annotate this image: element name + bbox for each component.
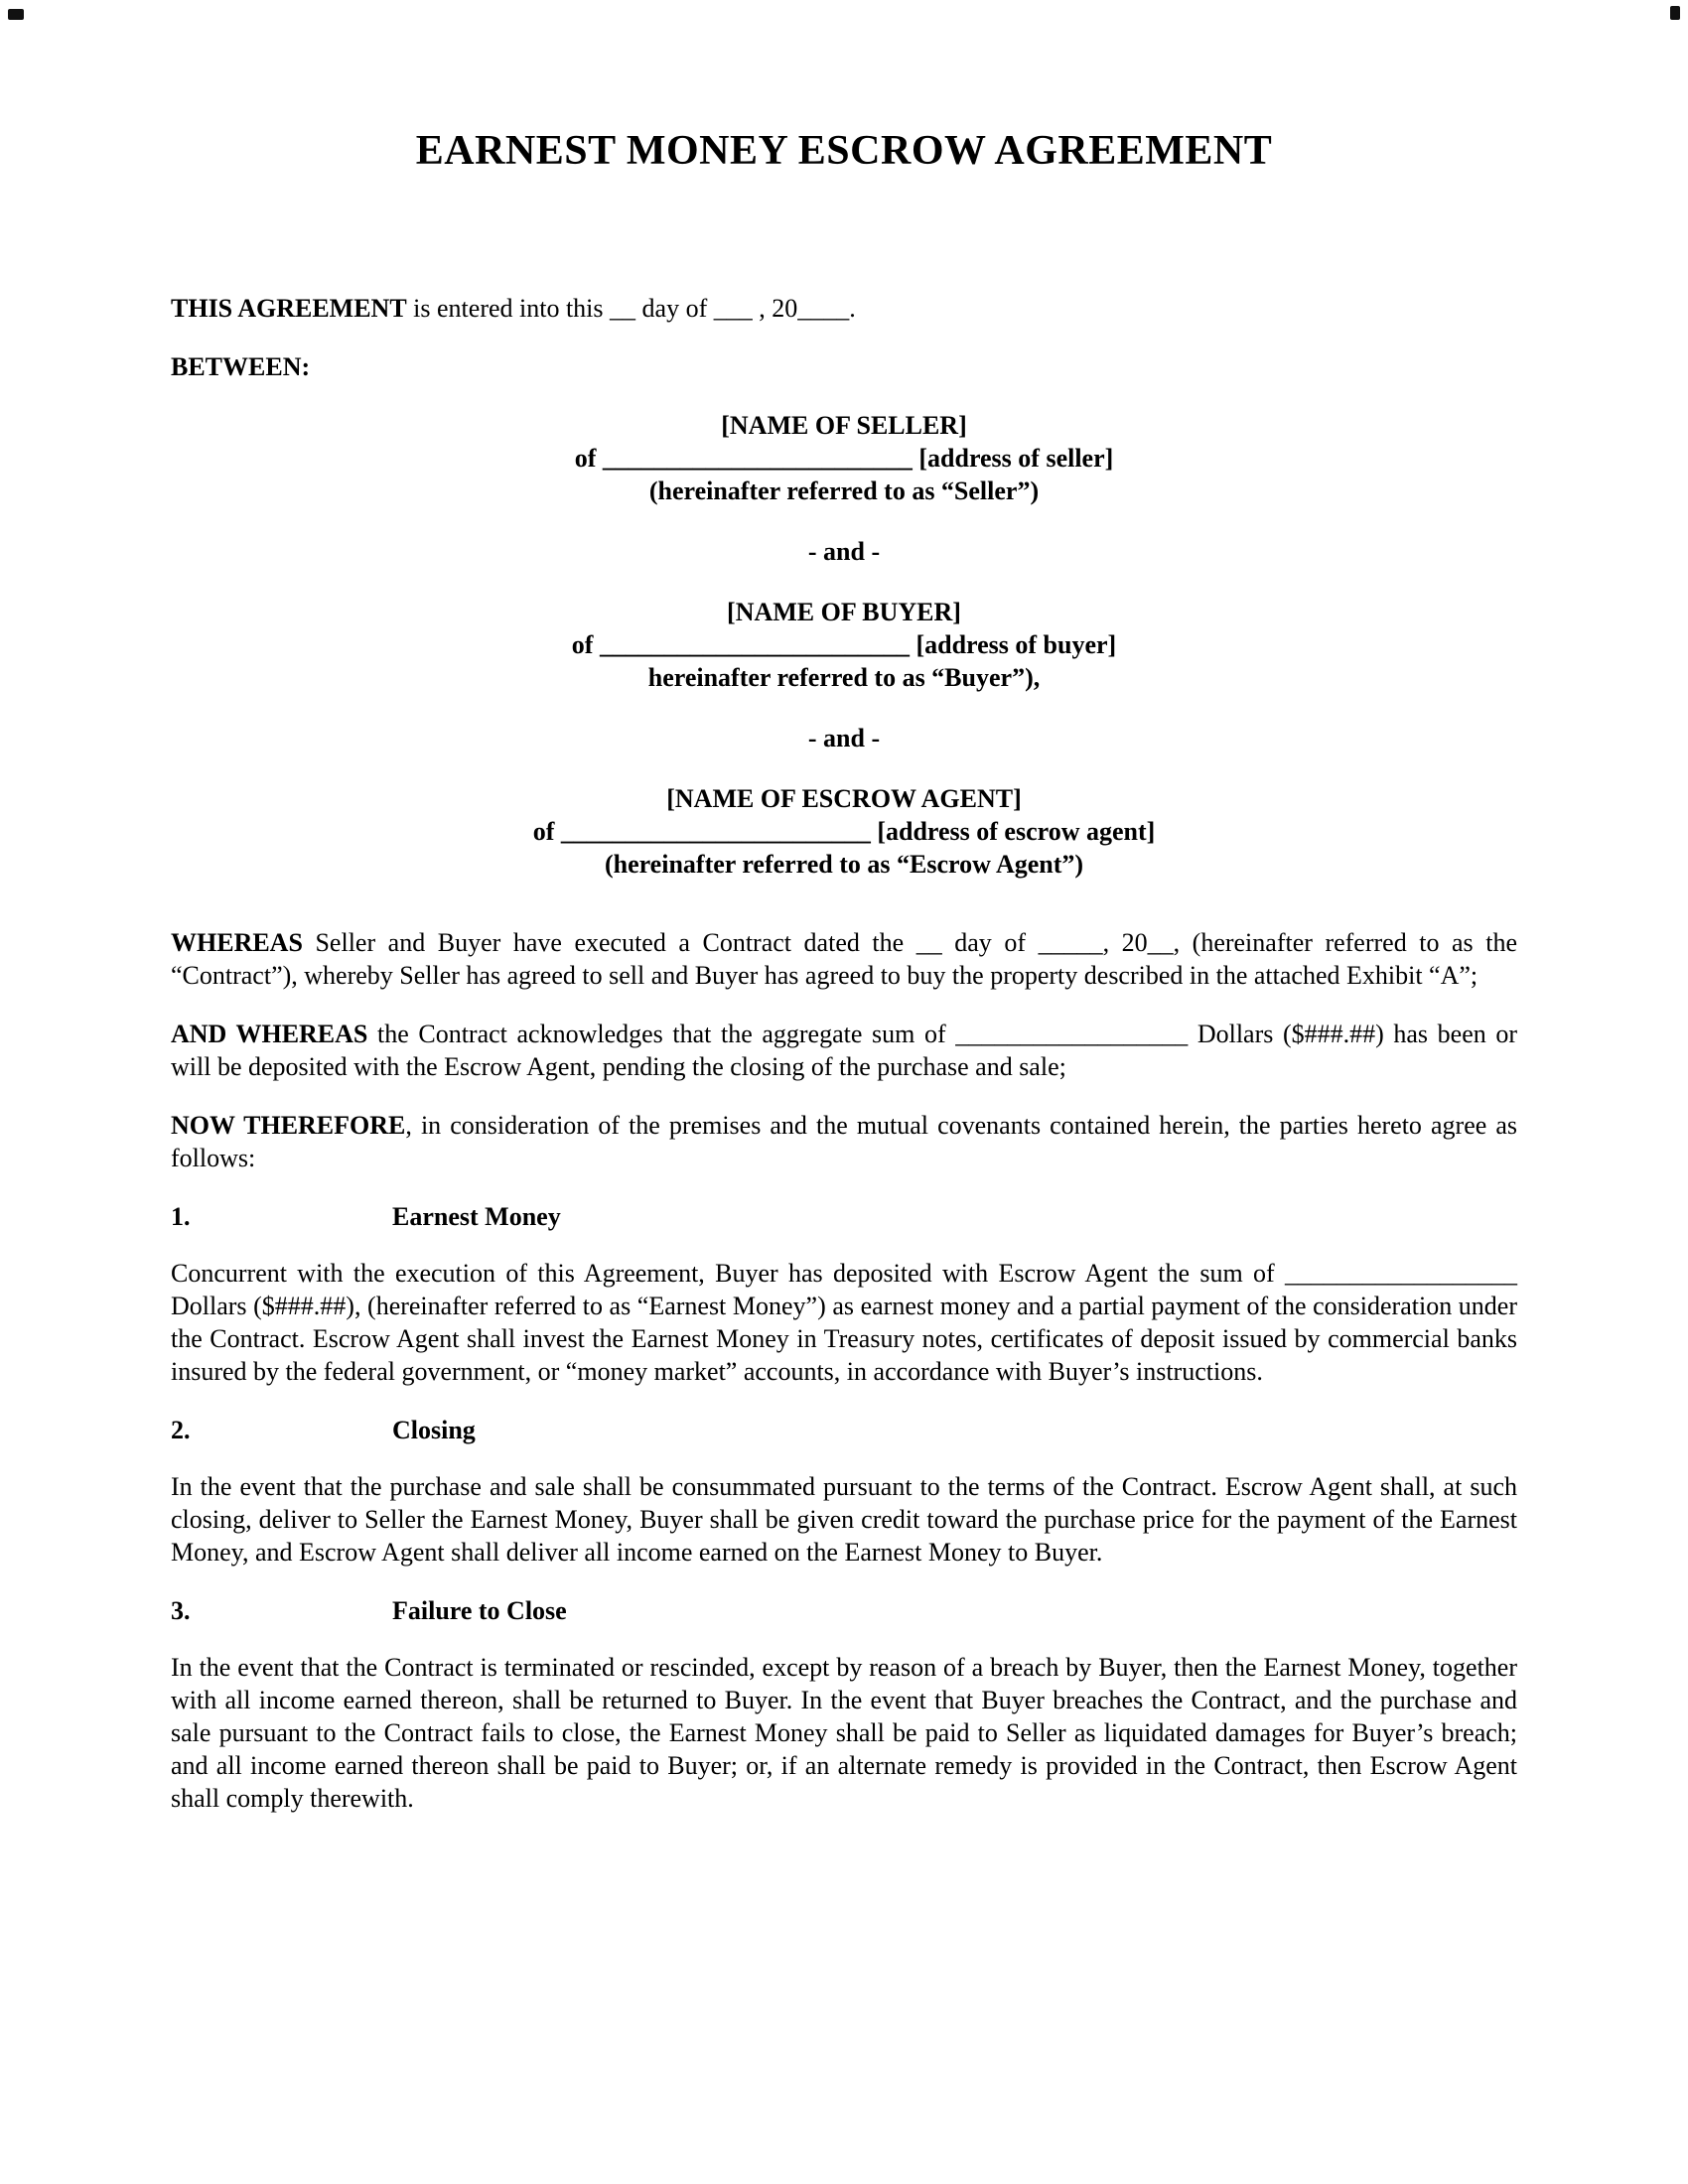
section-body-earnest-money: Concurrent with the execution of this Agreement, Buyer has deposited with Escrow Agent the sum of __________________ Dollars ($###.##), (hereinafter referred to as “Earnest Money”) as earnest money and a partial payment of the consideration under the Contract. Escrow Agent shall invest the Earnest Money in Treasury notes, certificates of deposit issued by commercial banks insured by the federal government, or “money market” accounts, in accordance with Buyer’s instructions.	[171, 1259, 1517, 1386]
party-seller-of-line: of ________________________ [address of seller]	[574, 444, 1114, 473]
recital-and-whereas	[171, 1018, 1517, 1083]
party-block-buyer	[171, 596, 1517, 694]
party-buyer-name: [NAME OF BUYER]	[727, 598, 961, 626]
party-escrow-hereinafter: (hereinafter referred to as “Escrow Agent”)	[604, 850, 1084, 879]
section-title: Closing	[392, 1416, 476, 1444]
party-seller-hereinafter: (hereinafter referred to as “Seller”)	[648, 477, 1040, 505]
section-title: Earnest Money	[392, 1202, 561, 1231]
section-heading-earnest-money	[171, 1200, 1517, 1233]
section-number: 3.	[171, 1596, 191, 1625]
recital-whereas-rest: Seller and Buyer have executed a Contract dated the __ day of _____, 20__, (hereinafter referred to as the “Contract”), whereby Seller has agreed to sell and Buyer has agreed to buy the property described in the attached Exhibit “A”;	[171, 928, 1517, 990]
section-title: Failure to Close	[392, 1596, 567, 1625]
party-block-escrow-agent	[171, 782, 1517, 881]
party-escrow-of-line: of ________________________ [address of escrow agent]	[532, 817, 1156, 846]
recital-whereas-lead: WHEREAS	[171, 928, 303, 957]
between-label: BETWEEN:	[171, 352, 311, 381]
recital-now-therefore-lead: NOW THEREFORE	[171, 1111, 406, 1140]
party-buyer-of-line: of ________________________ [address of buyer]	[571, 630, 1117, 659]
recital-now-therefore-rest: , in consideration of the premises and the mutual covenants contained herein, the parties hereto agree as follows:	[171, 1111, 1517, 1172]
section-number: 1.	[171, 1202, 191, 1231]
and-separator-1: - and -	[807, 537, 881, 566]
recital-and-whereas-lead: AND WHEREAS	[171, 1020, 368, 1048]
intro-rest: is entered into this __ day of ___ , 20____.	[406, 294, 856, 323]
scan-artifact-top-right	[1670, 6, 1680, 20]
and-separator-2: - and -	[807, 724, 881, 752]
party-buyer-hereinafter: hereinafter referred to as “Buyer”),	[647, 663, 1041, 692]
intro-paragraph	[171, 292, 1517, 325]
party-escrow-name: [NAME OF ESCROW AGENT]	[666, 784, 1022, 813]
party-block-seller	[171, 409, 1517, 507]
section-body-closing: In the event that the purchase and sale shall be consummated pursuant to the terms of the Contract. Escrow Agent shall, at such closing, deliver to Seller the Earnest Money, Buyer shall be given credit toward the purchase price for the payment of the Earnest Money, and Escrow Agent shall deliver all income earned on the Earnest Money to Buyer.	[171, 1472, 1517, 1567]
section-heading-failure-to-close	[171, 1594, 1517, 1627]
recital-and-whereas-rest: the Contract acknowledges that the aggregate sum of __________________ Dollars ($###.##) has been or will be deposited with the Escrow Agent, pending the closing of the purchase and sale;	[171, 1020, 1517, 1081]
section-number: 2.	[171, 1416, 191, 1444]
section-heading-closing	[171, 1414, 1517, 1446]
scan-artifact-top-left	[8, 9, 24, 20]
recital-whereas	[171, 926, 1517, 992]
section-body-failure-to-close: In the event that the Contract is terminated or rescinded, except by reason of a breach by Buyer, then the Earnest Money, together with all income earned thereon, shall be returned to Buyer. In the event that Buyer breaches the Contract, and the purchase and sale pursuant to the Contract fails to close, the Earnest Money shall be paid to Seller as liquidated damages for Buyer’s breach; and all income earned thereon shall be paid to Buyer; or, if an alternate remedy is provided in the Contract, then Escrow Agent shall comply therewith.	[171, 1653, 1517, 1813]
recital-now-therefore	[171, 1109, 1517, 1174]
intro-lead: THIS AGREEMENT	[171, 294, 407, 323]
party-seller-name: [NAME OF SELLER]	[721, 411, 967, 440]
document-title: EARNEST MONEY ESCROW AGREEMENT	[415, 128, 1273, 174]
